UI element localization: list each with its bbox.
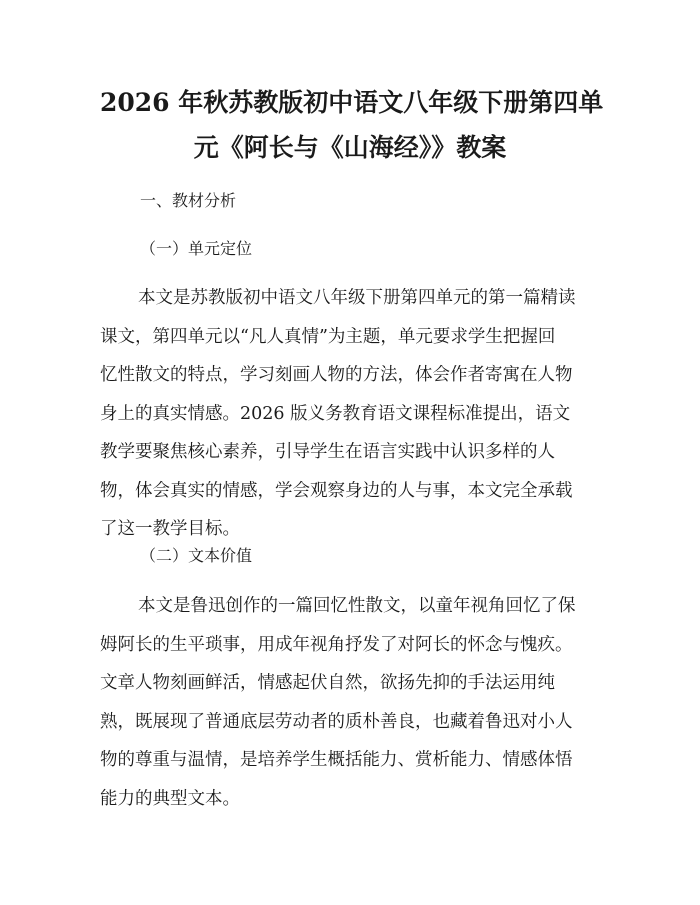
- paragraph-line: 本文是苏教版初中语文八年级下册第四单元的第一篇精读: [138, 288, 576, 308]
- subsection-heading-unit-positioning: （一）单元定位: [140, 239, 253, 258]
- section-heading-material-analysis: 一、教材分析: [140, 191, 237, 210]
- paragraph-line: 身上的真实情感。2026 版义务教育语文课程标准提出，语文: [100, 403, 571, 424]
- paragraph-line: 熟，既展现了普通底层劳动者的质朴善良，也藏着鲁迅对小人: [100, 711, 573, 732]
- paragraph-line: 姆阿长的生平琐事，用成年视角抒发了对阿长的怀念与愧疚。: [100, 634, 573, 655]
- paragraph-line: 文章人物刻画鲜活，情感起伏自然，欲扬先抑的手法运用纯: [100, 673, 555, 693]
- paragraph-line: 物，体会真实的情感，学会观察身边的人与事，本文完全承载: [100, 480, 573, 501]
- paragraph-line: 了这一教学目标。: [100, 519, 240, 539]
- document-title-line-1: 2026 年秋苏教版初中语文八年级下册第四单: [100, 88, 604, 117]
- paragraph-line: 忆性散文的特点，学习刻画人物的方法，体会作者寄寓在人物: [100, 365, 573, 385]
- paragraph-line: 本文是鲁迅创作的一篇回忆性散文，以童年视角回忆了保: [138, 596, 576, 616]
- paragraph-line: 课文，第四单元以“凡人真情”为主题，单元要求学生把握回: [100, 326, 556, 347]
- paragraph-text-value: [100, 587, 600, 818]
- paragraph-line: 物的尊重与温情，是培养学生概括能力、赏析能力、情感体悟: [100, 750, 573, 770]
- paragraph-line: 教学要聚焦核心素养，引导学生在语言实践中认识多样的人: [100, 442, 555, 462]
- subsection-heading-text-value: （二）文本价值: [140, 546, 253, 565]
- paragraph-line: 能力的典型文本。: [100, 788, 240, 809]
- paragraph-unit-positioning: [100, 279, 600, 549]
- document-title-line-2: 元《阿长与《山海经》》教案: [193, 133, 507, 162]
